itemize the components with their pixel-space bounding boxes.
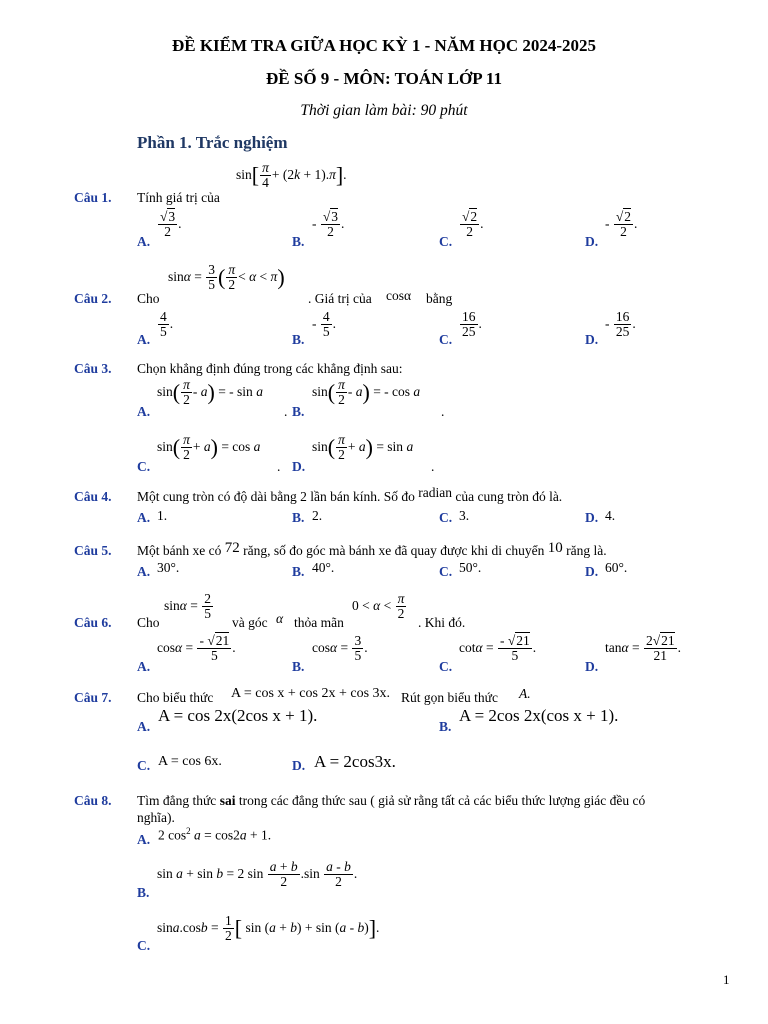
q5-option-c[interactable]: 50°. — [459, 560, 482, 575]
question-5-label: Câu 5. — [74, 543, 112, 558]
question-7-expression: A = cos x + cos 2x + cos 3x. — [231, 686, 391, 701]
q4-option-b-label[interactable]: B. — [292, 510, 305, 525]
q2-option-c-label[interactable]: C. — [439, 332, 453, 347]
question-2-text-c: bằng — [426, 291, 453, 306]
q5-option-b[interactable]: 40°. — [312, 560, 335, 575]
q3-option-d-label[interactable]: D. — [292, 459, 306, 474]
q4-option-d-label[interactable]: D. — [585, 510, 599, 525]
q2-option-d[interactable]: - $\frac{16}{25}$ . — [605, 309, 636, 340]
q6-option-b-label[interactable]: B. — [292, 659, 305, 674]
question-6-text-a: Cho — [137, 615, 160, 630]
q3-dot-d: . — [431, 459, 435, 474]
exam-subtitle: ĐỀ SỐ 9 - MÔN: TOÁN LỚP 11 — [266, 69, 502, 88]
q3-option-a-label[interactable]: A. — [137, 404, 151, 419]
question-6-expression-2: 0 < α < $\frac{\pi}{2}$ — [352, 591, 405, 622]
q8-text-a: Tìm đẳng thức — [137, 793, 217, 808]
q7-option-b[interactable]: A = 2cos 2x(cos x + 1). — [459, 706, 619, 725]
q8-option-c[interactable]: sina.cosb = $\frac{1}{2}$ [ sin (a + b) + sin (a - b)]. — [157, 913, 380, 944]
question-4-text — [137, 485, 563, 505]
q8-option-c-label[interactable]: C. — [137, 938, 151, 953]
question-7-var: A. — [519, 686, 531, 701]
question-7-text-a: Cho biểu thức — [137, 690, 214, 705]
q7-option-b-label[interactable]: B. — [439, 719, 452, 734]
q6-option-d[interactable]: tanα = $\frac{2√21}{21}$ . — [605, 633, 682, 664]
exam-time: Thời gian làm bài: 90 phút — [300, 102, 468, 119]
question-2-text-a: Cho — [137, 291, 160, 306]
question-1-label: Câu 1. — [74, 190, 112, 205]
q7-option-d-label[interactable]: D. — [292, 758, 306, 773]
question-7-text-b: Rút gọn biểu thức — [401, 690, 498, 705]
q3-option-d[interactable]: sin( $\frac{\pi}{2}$ + a) = sin a — [312, 432, 414, 463]
question-6-text-b: và góc — [232, 615, 268, 630]
q3-dot-a: . — [284, 404, 288, 419]
question-8-label: Câu 8. — [74, 793, 112, 808]
q4-option-d[interactable]: 4. — [605, 508, 616, 523]
q3-option-c[interactable]: sin( $\frac{\pi}{2}$ + a) = cos a — [157, 432, 261, 463]
q3-dot-c: . — [277, 459, 281, 474]
q7-option-c[interactable]: A = cos 6x. — [158, 754, 222, 769]
q4-number: 2 — [300, 489, 307, 504]
q8-text-bold: sai — [219, 793, 236, 808]
q2-option-c[interactable]: $\frac{16}{25}$ . — [462, 309, 482, 340]
q5-number-2: 10 — [547, 540, 563, 556]
q2-option-a[interactable]: $\frac{4}{5}$ . — [160, 309, 174, 340]
q2-option-a-label[interactable]: A. — [137, 332, 151, 347]
question-1-text: Tính giá trị của — [137, 190, 220, 205]
question-5-text — [137, 540, 607, 560]
q1-option-c-label[interactable]: C. — [439, 234, 453, 249]
q5-option-b-label[interactable]: B. — [292, 564, 305, 579]
q6-option-b[interactable]: cosα = $\frac{3}{5}$ . — [312, 633, 368, 664]
q6-option-a-label[interactable]: A. — [137, 659, 151, 674]
q3-option-b[interactable]: sin( $\frac{\pi}{2}$ - a) = - cos a — [312, 377, 421, 408]
q4-option-c[interactable]: 3. — [459, 508, 470, 523]
q4-unit: radian — [418, 485, 452, 500]
q7-option-d[interactable]: A = 2cos3x. — [314, 752, 396, 771]
q1-option-c[interactable]: $\frac{√2}{2}$ . — [462, 209, 484, 240]
question-1-expression: sin[ $\frac{\pi}{4}$ + (2k + 1).π]. — [236, 160, 347, 191]
question-6-text-c: thỏa mãn — [294, 615, 344, 630]
q5-text-c: răng là. — [566, 543, 607, 558]
q4-option-b[interactable]: 2. — [312, 508, 323, 523]
q3-option-a[interactable]: sin( $\frac{\pi}{2}$ - a) = - sin a — [157, 377, 263, 408]
q6-option-c-label[interactable]: C. — [439, 659, 453, 674]
question-6-text-d: . Khi đó. — [418, 615, 466, 630]
q8-option-b[interactable]: sin a + sin b = 2 sin $\frac{a + b}{2}$ .sin $\frac{a - b}{2}$ . — [157, 859, 358, 890]
question-6-expression-1: sinα = $\frac{2}{5}$ — [164, 591, 211, 622]
question-8-text-line1 — [137, 793, 645, 809]
q4-option-c-label[interactable]: C. — [439, 510, 453, 525]
q5-text-b: răng, số đo góc mà bánh xe đã quay được khi di chuyển — [243, 543, 545, 558]
question-6-alpha: α — [276, 611, 284, 626]
q2-option-b-label[interactable]: B. — [292, 332, 305, 347]
q1-option-b-label[interactable]: B. — [292, 234, 305, 249]
q7-option-c-label[interactable]: C. — [137, 758, 151, 773]
q4-text-a: Một cung tròn có độ dài bằng — [137, 489, 297, 504]
q8-option-b-label[interactable]: B. — [137, 885, 150, 900]
q1-option-a[interactable]: $\frac{√3}{2}$ . — [160, 209, 182, 240]
question-8-text-line2: nghĩa). — [137, 810, 175, 825]
q5-number-1: 72 — [224, 540, 240, 556]
q3-option-c-label[interactable]: C. — [137, 459, 151, 474]
q1-option-a-label[interactable]: A. — [137, 234, 151, 249]
q4-option-a-label[interactable]: A. — [137, 510, 151, 525]
q2-option-b[interactable]: - $\frac{4}{5}$ . — [312, 309, 336, 340]
q4-text-c: của cung tròn đó là. — [455, 489, 563, 504]
q8-option-a-label[interactable]: A. — [137, 832, 151, 847]
question-2-expression: sinα = $\frac{3}{5}$ ( $\frac{\pi}{2}$ < α < π) — [168, 262, 285, 293]
question-6-label: Câu 6. — [74, 615, 112, 630]
q7-option-a-label[interactable]: A. — [137, 719, 151, 734]
q6-option-d-label[interactable]: D. — [585, 659, 599, 674]
question-3-text: Chọn khẳng định đúng trong các khẳng định sau: — [137, 361, 403, 376]
q8-option-a[interactable]: 2 $\cos^2 a = \cos 2a + 1$. — [158, 826, 272, 843]
q1-option-d-label[interactable]: D. — [585, 234, 599, 249]
q7-option-a[interactable]: A = cos 2x(2cos x + 1). — [158, 706, 318, 725]
q4-text-b: lần bán kính. Số đo — [310, 489, 415, 504]
question-3-label: Câu 3. — [74, 361, 112, 376]
question-2-label: Câu 2. — [74, 291, 112, 306]
q3-option-b-label[interactable]: B. — [292, 404, 305, 419]
question-2-text-b: . Giá trị của — [308, 291, 372, 306]
page-number: 1 — [723, 972, 730, 987]
q4-option-a[interactable]: 1. — [157, 508, 168, 523]
q1-option-d[interactable]: - $\frac{√2}{2}$ . — [605, 209, 638, 240]
q5-option-a-label[interactable]: A. — [137, 564, 151, 579]
q5-option-d-label[interactable]: D. — [585, 564, 599, 579]
q5-text-a: Một bánh xe có — [137, 543, 222, 558]
q8-text-b: trong các đẳng thức sau ( giả sử rằng tất cả các biểu thức lượng giác đều có — [238, 793, 646, 808]
q6-option-c[interactable]: cotα = $\frac{- √21}{5}$ . — [459, 633, 537, 664]
exam-title: ĐỀ KIỂM TRA GIỮA HỌC KỲ 1 - NĂM HỌC 2024-2025 — [171, 36, 597, 55]
section-title: Phần 1. Trắc nghiệm — [137, 133, 288, 152]
question-7-label: Câu 7. — [74, 690, 112, 705]
q3-dot-b: . — [441, 404, 445, 419]
q5-option-c-label[interactable]: C. — [439, 564, 453, 579]
question-4-label: Câu 4. — [74, 489, 112, 504]
q6-option-a[interactable]: cosα = $\frac{- √21}{5}$ . — [157, 633, 236, 664]
q1-option-b[interactable]: - $\frac{√3}{2}$ . — [312, 209, 345, 240]
q5-option-d[interactable]: 60°. — [605, 560, 628, 575]
question-2-cos: cosα — [386, 288, 412, 303]
q5-option-a[interactable]: 30°. — [157, 560, 180, 575]
q2-option-d-label[interactable]: D. — [585, 332, 599, 347]
